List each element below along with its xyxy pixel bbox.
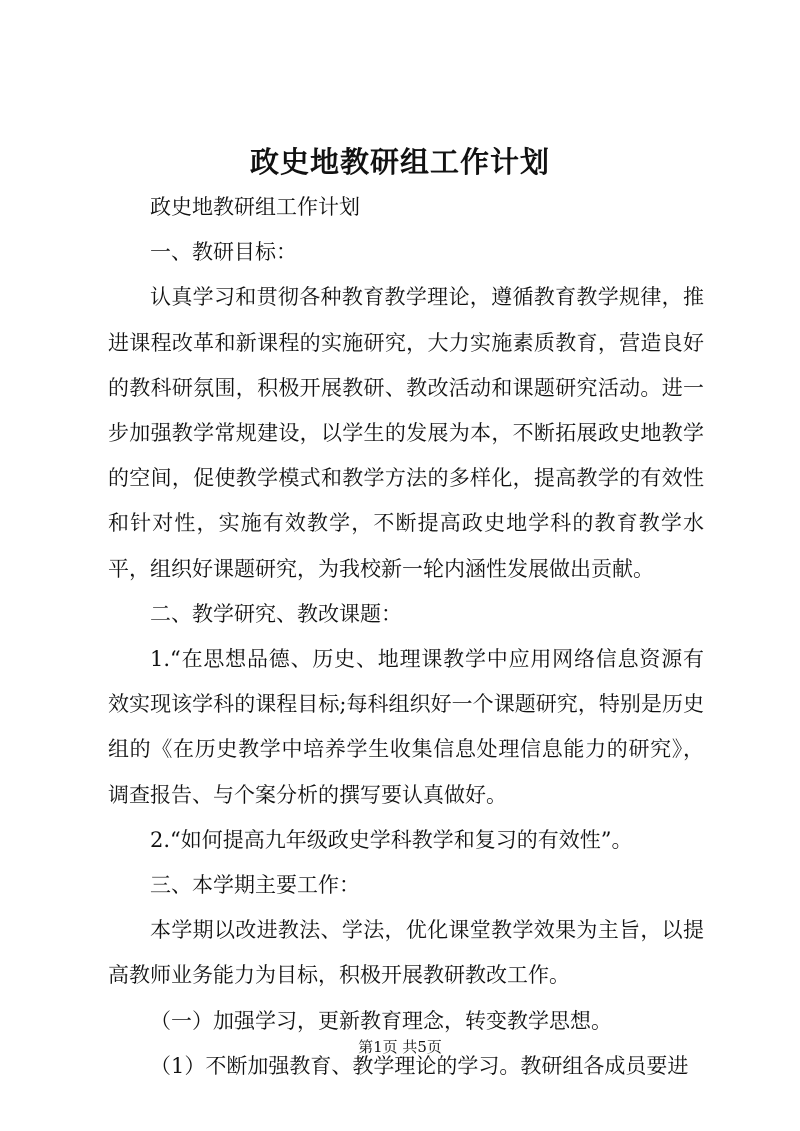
paragraph-goals: 认真学习和贯彻各种教育教学理论，遵循教育教学规律，推进课程改革和新课程的实施研究，大力实施素质教育，营造良好的教科研氛围，积极开展教研、教改活动和课题研究活动。进一步加强教学常规建设，以学生的发展为本，不断拓展政史地教学的空间，促使教学模式和教学方法的多样化，提高教学的有效性和针对性，实施有效教学，不断提高政史地学科的教育教学水平，组织好课题研究，为我校新一轮内涵性发展做出贡献。 (108, 285, 704, 581)
paragraph-main-work: 本学期以改进教法、学法，优化课堂教学效果为主旨，以提高教师业务能力为目标，积极开展教研教改工作。 (108, 918, 704, 988)
document-title: 政史地教研组工作计划 (249, 145, 550, 179)
section-heading-research: 二、教学研究、教改课题： (150, 601, 402, 626)
document-body (108, 185, 704, 1089)
paragraph-study-item-1: （1）不断加强教育、教学理论的学习。教研组各成员要进 (150, 1053, 689, 1078)
paragraph-research-item-2: 2.“如何提高九年级政史学科教学和复习的有效性”。 (150, 827, 633, 852)
paragraph-research-item-1: 1.“在思想品德、历史、地理课教学中应用网络信息资源有效实现该学科的课程目标;每科组织好一个课题研究，特别是历史组的《在历史教学中培养学生收集信息处理信息能力的研究》，调查报告、与个案分析的撰写要认真做好。 (108, 647, 704, 807)
section-heading-main-work: 三、本学期主要工作： (150, 873, 360, 898)
section-heading-goals: 一、教研目标： (150, 240, 297, 265)
page-number-footer: 第1页 共5页 (358, 1038, 442, 1056)
subheading-study: （一）加强学习，更新教育理念，转变教学思想。 (150, 1008, 612, 1033)
paragraph-subtitle: 政史地教研组工作计划 (150, 195, 360, 219)
